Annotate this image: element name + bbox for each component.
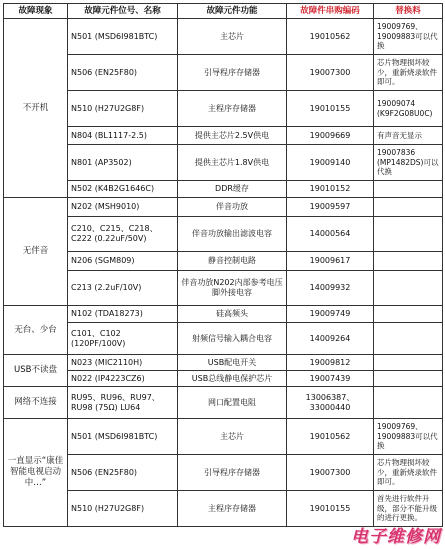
code-cell: 19009669 (287, 127, 374, 145)
function-cell: 主芯片 (178, 419, 287, 455)
header-row (4, 4, 443, 19)
replacement-cell (374, 271, 443, 306)
part-cell: N510 (H27U2G8F) (68, 91, 178, 127)
table-row (4, 387, 443, 419)
table-row (4, 127, 443, 145)
group-no-channel: 无台、少台 (4, 306, 68, 355)
header-part: 故障元件位号、名称 (68, 4, 178, 19)
replacement-cell (374, 217, 443, 252)
part-cell: C210、C215、C218、C222 (0.22uF/50V) (68, 217, 178, 252)
code-cell: 14009264 (287, 323, 374, 355)
function-cell: 静音控制电路 (178, 252, 287, 271)
table-row (4, 323, 443, 355)
header-function: 故障元件功能 (178, 4, 287, 19)
part-cell: N202 (MSH9010) (68, 198, 178, 217)
header-symptom: 故障现象 (4, 4, 68, 19)
function-cell: USB总线静电保护芯片 (178, 371, 287, 387)
watermark-logo: 电子维修网 (351, 527, 441, 547)
table-row (4, 355, 443, 371)
code-cell: 19007300 (287, 455, 374, 491)
table-row (4, 306, 443, 323)
replacement-cell: 首先进行软件升级，部分不能升级的进行更换。 (374, 491, 443, 527)
part-cell: N506 (EN25F80) (68, 55, 178, 91)
part-cell: C213 (2.2uF/10V) (68, 271, 178, 306)
function-cell: 主芯片 (178, 19, 287, 55)
table-row (4, 181, 443, 198)
code-cell: 19010562 (287, 419, 374, 455)
code-cell: 19010155 (287, 491, 374, 527)
function-cell: 硅高频头 (178, 306, 287, 323)
part-cell: N506 (EN25F80) (68, 455, 178, 491)
code-cell: 19009597 (287, 198, 374, 217)
code-cell: 14009932 (287, 271, 374, 306)
function-cell: 引导程序存储器 (178, 455, 287, 491)
replacement-cell: 19009074 (K9F2G08U0C) (374, 91, 443, 127)
table-row (4, 145, 443, 181)
replacement-cell: 芯片物理损坏较少，重新烧录软件即可。 (374, 455, 443, 491)
table-row (4, 371, 443, 387)
function-cell: 主程序存储器 (178, 91, 287, 127)
table-row (4, 419, 443, 455)
part-cell: RU95、RU96、RU97、RU98 (75Ω) LU64 (68, 387, 178, 419)
code-cell: 19009140 (287, 145, 374, 181)
replacement-cell (374, 181, 443, 198)
part-cell: N804 (BL1117-2.5) (68, 127, 178, 145)
function-cell: 网口配置电阻 (178, 387, 287, 419)
replacement-cell (374, 355, 443, 371)
code-cell: 14000564 (287, 217, 374, 252)
replacement-cell: 19007836 (MP1482DS)可以代换 (374, 145, 443, 181)
table-row (4, 198, 443, 217)
function-cell: 主程序存储器 (178, 491, 287, 527)
replacement-cell (374, 371, 443, 387)
header-purchase-code: 故障件串购编码 (287, 4, 374, 19)
replacement-cell (374, 252, 443, 271)
replacement-cell: 芯片物理损坏较少，重新烧录软件即可。 (374, 55, 443, 91)
function-cell: DDR缓存 (178, 181, 287, 198)
function-cell: 伴音功放N202内部参考电压脚外接电容 (178, 271, 287, 306)
part-cell: N206 (SGM809) (68, 252, 178, 271)
function-cell: 伴音功放输出滤波电容 (178, 217, 287, 252)
part-cell: N510 (H27U2G8F) (68, 491, 178, 527)
replacement-cell: 19009769、19009883可以代换 (374, 419, 443, 455)
part-cell: N022 (IP4223CZ6) (68, 371, 178, 387)
function-cell: 引导程序存储器 (178, 55, 287, 91)
replacement-cell: 有声音无显示 (374, 127, 443, 145)
code-cell: 19007439 (287, 371, 374, 387)
part-cell: N023 (MIC2110H) (68, 355, 178, 371)
code-cell: 19009812 (287, 355, 374, 371)
replacement-cell (374, 387, 443, 419)
part-cell: N501 (MSD6I981BTC) (68, 419, 178, 455)
table-row (4, 55, 443, 91)
function-cell: 伴音功放 (178, 198, 287, 217)
table-row (4, 19, 443, 55)
part-cell: N102 (TDA18273) (68, 306, 178, 323)
code-cell: 19010152 (287, 181, 374, 198)
replacement-cell: 19009769、19009883可以代换 (374, 19, 443, 55)
table-row (4, 91, 443, 127)
group-boot-logo: 一直显示“康佳智能电视启动中…” (4, 419, 68, 527)
part-cell: N801 (AP3502) (68, 145, 178, 181)
header-replacement: 替换料 (374, 4, 443, 19)
group-no-sound: 无伴音 (4, 198, 68, 306)
function-cell: 射频信号输入耦合电容 (178, 323, 287, 355)
part-cell: N501 (MSD6I981BTC) (68, 19, 178, 55)
group-usb: USB不读盘 (4, 355, 68, 387)
part-cell: N502 (K4B2G1646C) (68, 181, 178, 198)
function-cell: 提供主芯片2.5V供电 (178, 127, 287, 145)
table-row (4, 271, 443, 306)
table-row (4, 455, 443, 491)
group-network: 网络不连接 (4, 387, 68, 419)
replacement-cell (374, 323, 443, 355)
code-cell: 19007300 (287, 55, 374, 91)
replacement-cell (374, 306, 443, 323)
code-cell: 19009617 (287, 252, 374, 271)
table-row (4, 252, 443, 271)
table-row (4, 217, 443, 252)
replacement-cell (374, 198, 443, 217)
code-cell: 19010155 (287, 91, 374, 127)
function-cell: 提供主芯片1.8V供电 (178, 145, 287, 181)
fault-table (3, 3, 443, 527)
code-cell: 19009749 (287, 306, 374, 323)
code-cell: 13006387、33000440 (287, 387, 374, 419)
code-cell: 19010562 (287, 19, 374, 55)
function-cell: USB配电开关 (178, 355, 287, 371)
group-no-power: 不开机 (4, 19, 68, 198)
part-cell: C101、C102 (120PF/100V) (68, 323, 178, 355)
